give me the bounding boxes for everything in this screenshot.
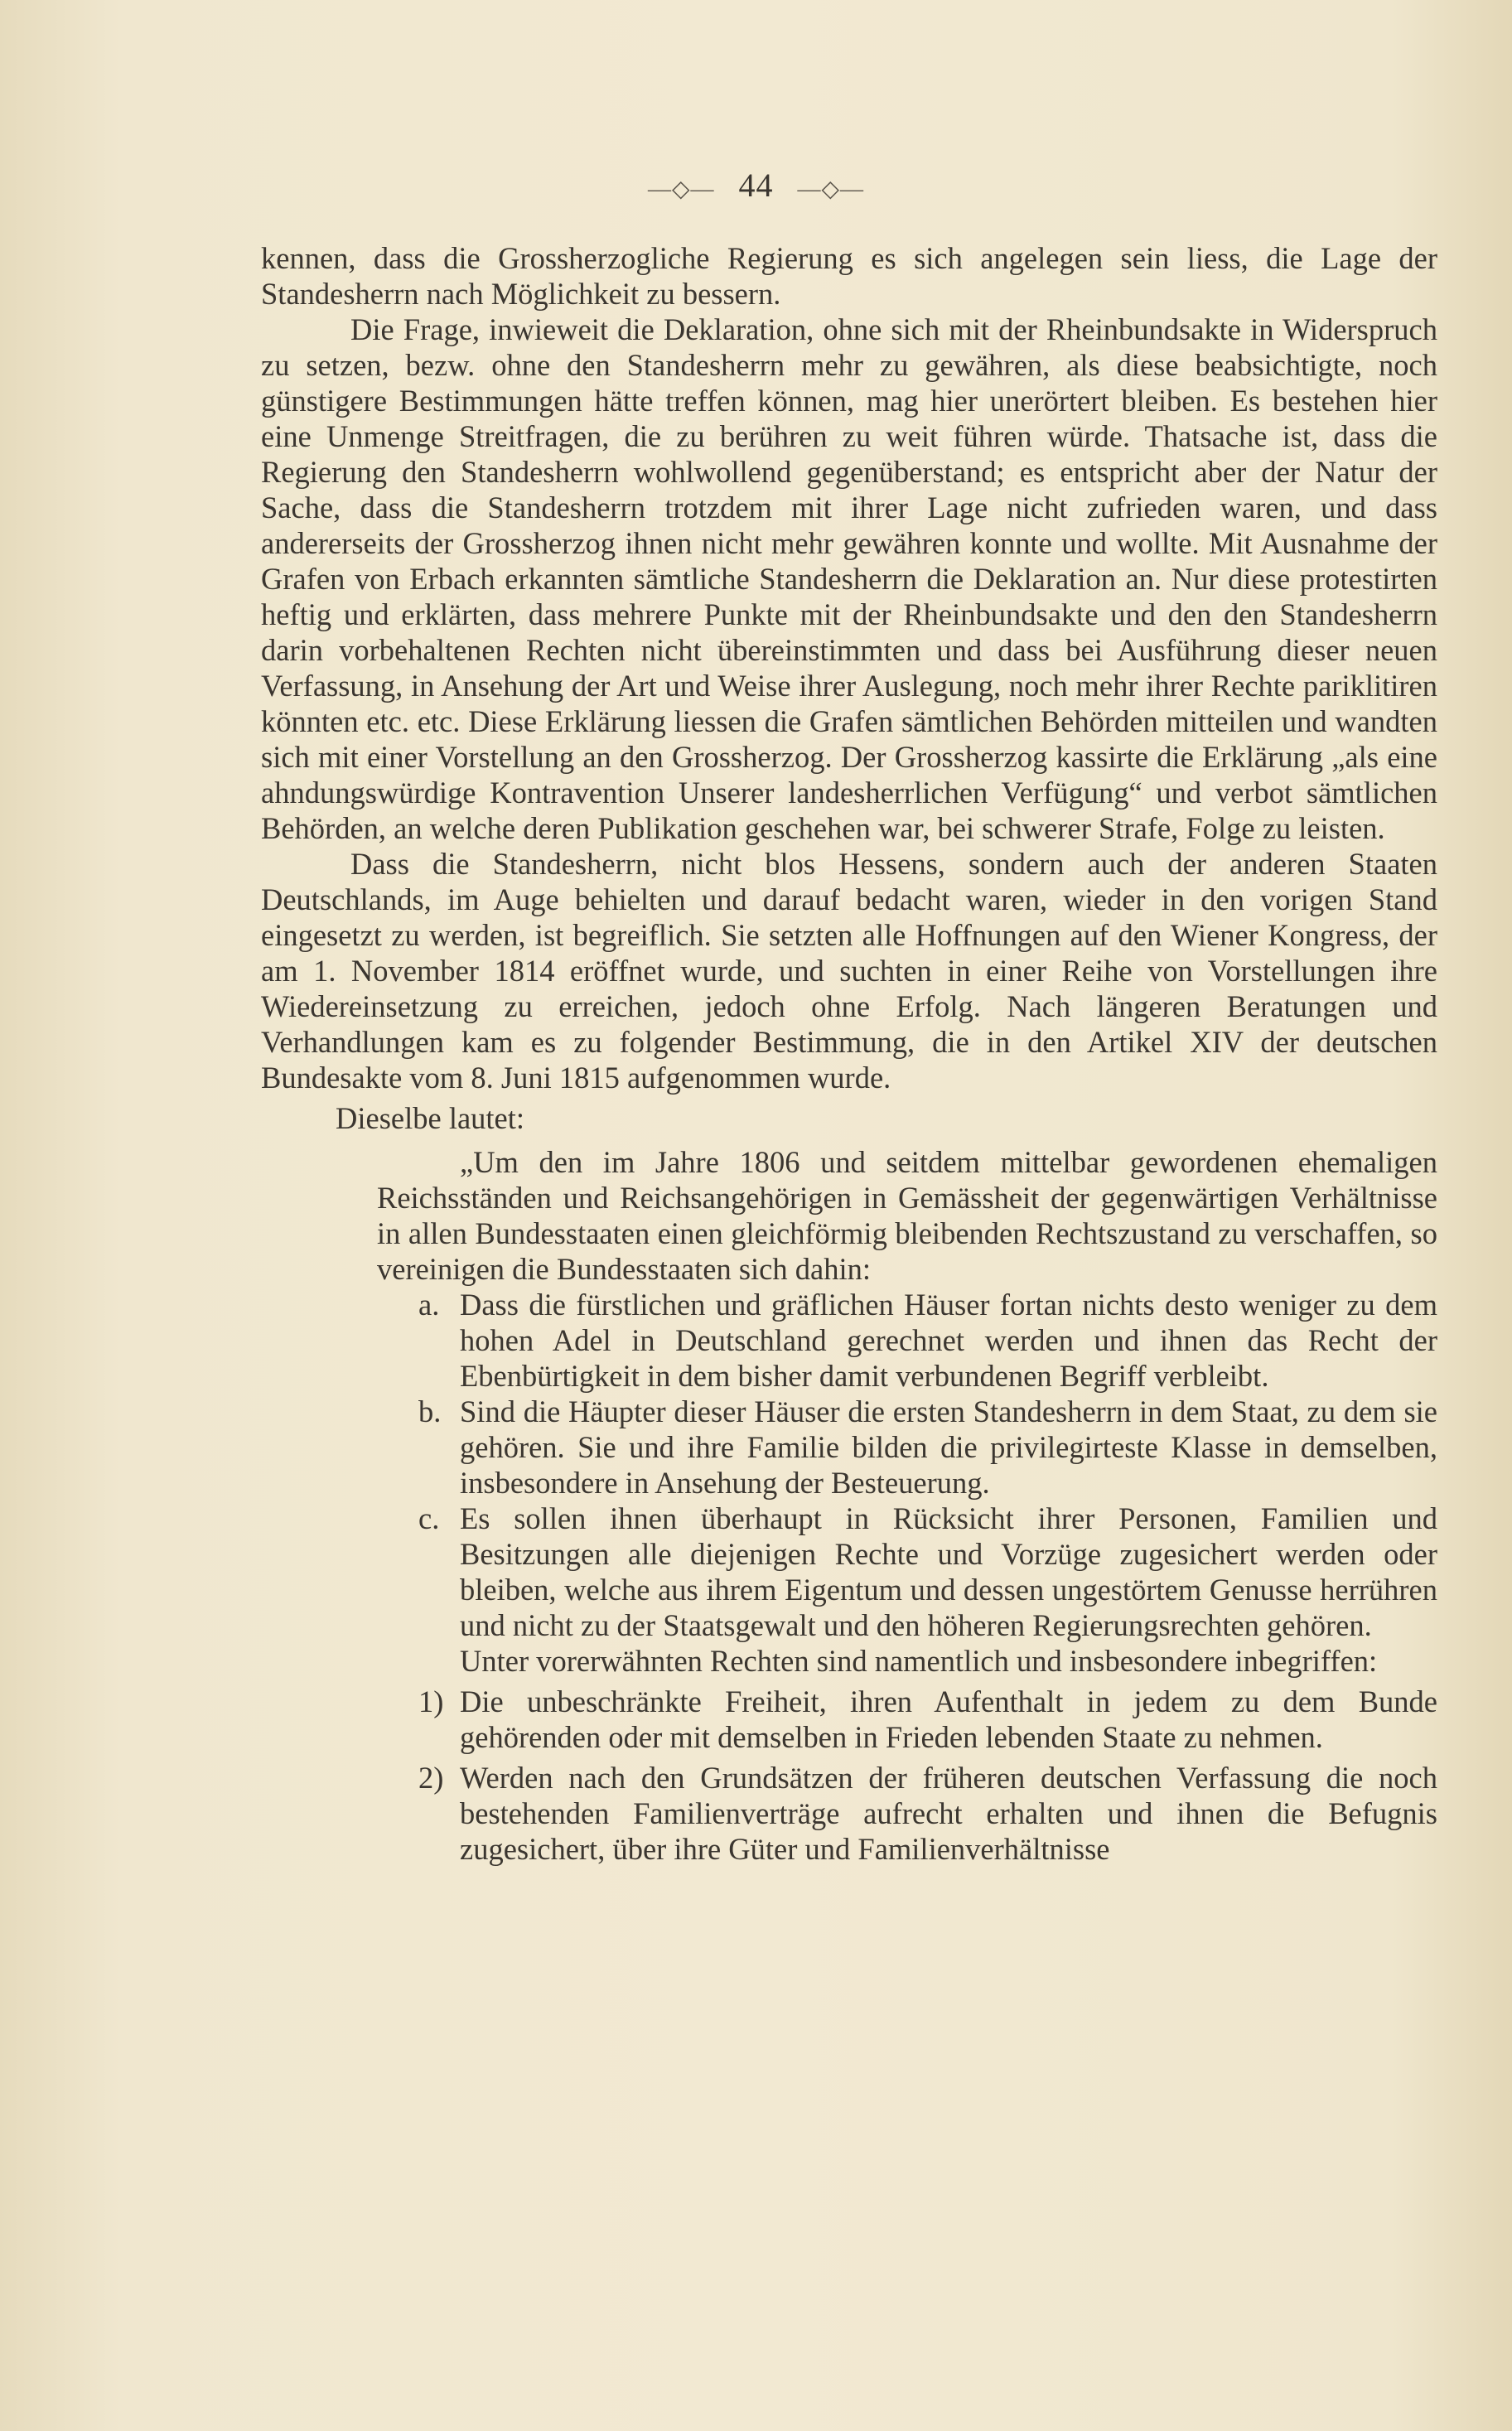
paragraph-wiener-kongress: Dass die Standesherrn, nicht blos Hessens, sondern auch der anderen Staaten Deutschlands, im Auge behielten und darauf bedacht waren, wieder in den vorigen Stand eingesetzt zu werden, ist begreiflich. Sie setzten alle Hoffnungen auf den Wiener Kongress, der am 1. November 1814 eröffnet wurde, und suchten in einer Reihe von Vorstellungen ihre Wiedereinsetzung zu erreichen, jedoch ohne Erfolg. Nach längeren Beratungen und Verhandlungen kam es zu folgender Bestimmung, die in den Artikel XIV der deutschen Bundesakte vom 8. Juni 1815 aufgenommen wurde. [261,847,1437,1095]
list-label: 2) [418,1761,444,1795]
list-item-c [418,1501,1437,1643]
quote-block [377,1144,1437,1867]
list-text: Die unbeschränkte Freiheit, ihren Aufenthalt in jedem zu dem Bunde gehörenden oder mit demselben in Frieden lebenden Staate zu nehmen. [460,1684,1437,1754]
paragraph-deklaration: Die Frage, inwieweit die Deklaration, ohne sich mit der Rheinbundsakte in Widerspruch zu setzen, bezw. ohne den Standesherrn mehr zu gewähren, als diese beabsichtigte, noch günstigere Bestimmungen hätte treffen können, mag hier unerörtert bleiben. Es bestehen hier eine Unmenge Streitfragen, die zu berühren zu weit führen würde. Thatsache ist, dass die Regierung den Standesherrn wohlwollend gegenüberstand; es entspricht aber der Natur der Sache, dass die Standesherrn trotzdem mit ihrer Lage nicht zufrieden waren, und dass andererseits der Grossherzog ihnen nicht mehr gewähren konnte und wollte. Mit Ausnahme der Grafen von Erbach erkannten sämtliche Standesherrn die Deklaration an. Nur diese protestirten heftig und erklärten, dass mehrere Punkte mit der Rheinbundsakte und den den Standesherrn darin vorbehaltenen Rechten nicht übereinstimmten und dass bei Ausführung dieser neuen Verfassung, in Ansehung der Art und Weise ihrer Auslegung, noch mehr ihrer Rechte pariklitiren könnten etc. etc. Diese Erklärung liessen die Grafen sämtlichen Behörden mitteilen und wandten sich mit einer Vorstellung an den Grossherzog. Der Grossherzog kassirte die Erklärung „als eine ahndungswürdige Kontravention Unserer landesherrlichen Verfügung“ und verbot sämtlichen Behörden, an welche deren Publikation geschehen war, bei schwerer Strafe, Folge zu leisten. [261,312,1437,845]
paragraph-dieselbe-lautet: Dieselbe lautet: [336,1101,525,1135]
list-label: c. [418,1501,440,1535]
list-text: Sind die Häupter dieser Häuser die ersten Standesherrn in dem Staat, zu dem sie gehören. Sie und ihre Familie bilden die privilegirteste Klasse in demselben, insbesondere in Ansehung der Besteuerung. [460,1394,1437,1500]
ornament-right: —◇— [797,176,865,202]
body-text [261,240,1437,1867]
quote-intro: „Um den im Jahre 1806 und seitdem mittelbar gewordenen ehemaligen Reichsständen und Reichsangehörigen in Gemässheit der gegenwärtigen Verhältnisse in allen Bundesstaaten einen gleichförmig bleibenden Rechtszustand zu verschaffen, so vereinigen die Bundesstaaten sich dahin: [377,1145,1437,1286]
list-item-b [418,1394,1437,1501]
list-label: a. [418,1288,440,1322]
numbered-item-2 [418,1760,1437,1867]
list-text: Werden nach den Grundsätzen der früheren deutschen Verfassung die noch bestehenden Familienverträge aufrecht erhalten und ihnen die Befugnis zugesichert, über ihre Güter und Familienverhältnisse [460,1761,1437,1866]
list-text: Dass die fürstlichen und gräflichen Häuser fortan nichts desto weniger zu dem hohen Adel in Deutschland gerechnet werden und ihnen das Recht der Ebenbürtigkeit in dem bisher damit verbundenen Begriff verbleibt. [460,1288,1437,1393]
list-label: b. [418,1394,442,1428]
list-label: 1) [418,1684,444,1718]
quote-sub-intro: Unter vorerwähnten Rechten sind namentlich und insbesondere inbegriffen: [460,1644,1378,1678]
ornament-left: —◇— [647,176,715,202]
page-number: 44 [738,167,774,204]
list-item-a [418,1287,1437,1394]
page-header [0,166,1512,205]
paragraph-continuation: kennen, dass die Grossherzogliche Regierung es sich angelegen sein liess, die Lage der Standesherrn nach Möglichkeit zu bessern. [261,241,1437,311]
list-text: Es sollen ihnen überhaupt in Rücksicht ihrer Personen, Familien und Besitzungen alle diejenigen Rechte und Vorzüge zugesichert werden oder bleiben, welche aus ihrem Eigentum und dessen ungestörtem Genusse herrühren und nicht zu der Staatsgewalt und den höheren Regierungsrechten gehören. [460,1501,1437,1642]
numbered-item-1 [418,1684,1437,1755]
